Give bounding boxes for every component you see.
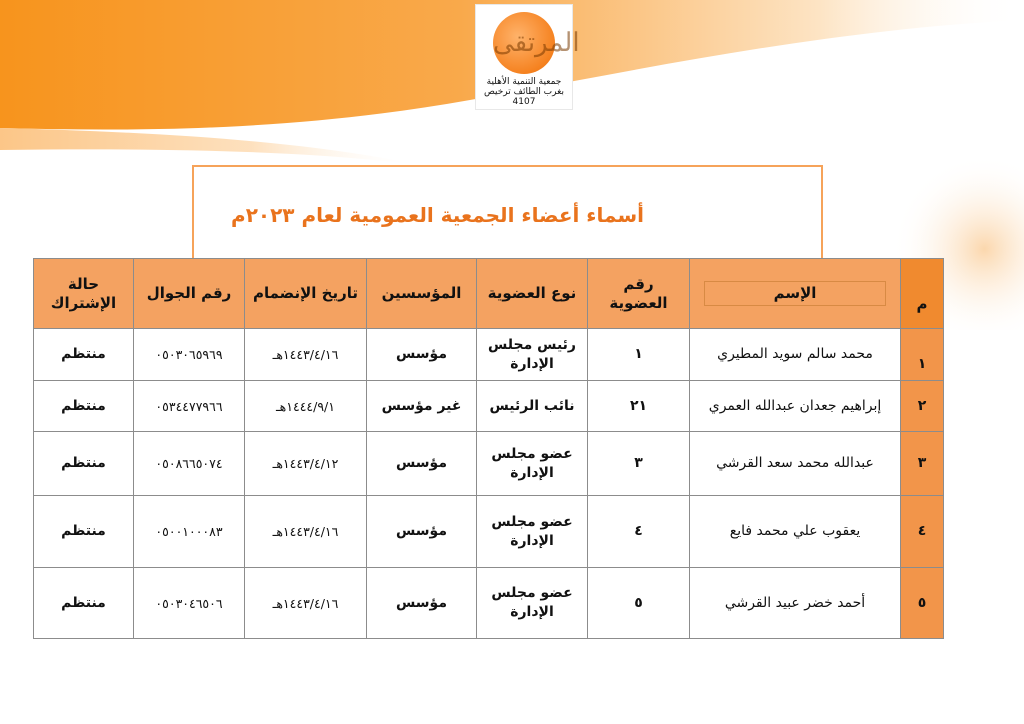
header-membership-type: نوع العضوية [477,259,588,329]
membership-type: عضو مجلس الإدارة [477,432,588,496]
logo-text-line2: بغرب الطائف ترخيص [484,87,564,97]
founder-status: مؤسس [367,496,477,568]
mobile-number: ٠٥٠٨٦٦٥٠٧٤ [134,432,245,496]
row-number: ٥ [901,568,944,639]
header-num: م [901,259,944,329]
header-subscription-status: حالة الإشتراك [34,259,134,329]
join-date: ١٤٤٣/٤/١٢هـ [245,432,367,496]
mobile-number: ٠٥٠٣٠٤٦٥٠٦ [134,568,245,639]
founder-status: مؤسس [367,568,477,639]
subscription-status: منتظم [34,496,134,568]
join-date: ١٤٤٣/٤/١٦هـ [245,568,367,639]
table-header-row [34,259,944,329]
join-date: ١٤٤٣/٤/١٦هـ [245,329,367,381]
header-join-date: تاريخ الإنضمام [245,259,367,329]
row-number: ٣ [901,432,944,496]
membership-number: ٢١ [588,381,690,432]
logo-calligraphy: المرتقى [493,28,580,58]
row-number: ٤ [901,496,944,568]
membership-type: عضو مجلس الإدارة [477,496,588,568]
member-name: إبراهيم جعدان عبدالله العمري [690,381,901,432]
table-row [34,568,944,639]
logo-license-number: 4107 [512,97,536,107]
member-name: عبدالله محمد سعد القرشي [690,432,901,496]
founder-status: غير مؤسس [367,381,477,432]
subscription-status: منتظم [34,329,134,381]
header-membership-number: رقم العضوية [588,259,690,329]
members-table [33,258,944,639]
founder-status: مؤسس [367,329,477,381]
join-date: ١٤٤٣/٤/١٦هـ [245,496,367,568]
table-row [34,381,944,432]
member-name: أحمد خضر عبيد القرشي [690,568,901,639]
membership-number: ١ [588,329,690,381]
subscription-status: منتظم [34,432,134,496]
table-row [34,496,944,568]
membership-number: ٣ [588,432,690,496]
row-number: ١ [901,329,944,381]
logo-text-line1: جمعية التنمية الأهلية [486,77,562,87]
membership-type: عضو مجلس الإدارة [477,568,588,639]
membership-number: ٥ [588,568,690,639]
table-row [34,432,944,496]
header-founders: المؤسسين [367,259,477,329]
mobile-number: ٠٥٠٣٠٦٥٩٦٩ [134,329,245,381]
membership-type: رئيس مجلس الإدارة [477,329,588,381]
header-mobile: رقم الجوال [134,259,245,329]
title-frame [192,165,823,259]
member-name: محمد سالم سويد المطيري [690,329,901,381]
header-name: الإسم [690,259,901,329]
join-date: ١٤٤٤/٩/١هـ [245,381,367,432]
table-row [34,329,944,381]
membership-type: نائب الرئيس [477,381,588,432]
row-number: ٢ [901,381,944,432]
founder-status: مؤسس [367,432,477,496]
subscription-status: منتظم [34,568,134,639]
subscription-status: منتظم [34,381,134,432]
association-logo [475,4,580,110]
page-title: أسماء أعضاء الجمعية العمومية لعام ٢٠٢٣م [231,203,644,227]
membership-number: ٤ [588,496,690,568]
mobile-number: ٠٥٣٤٤٧٧٩٦٦ [134,381,245,432]
member-name: يعقوب علي محمد فايع [690,496,901,568]
mobile-number: ٠٥٠٠١٠٠٠٨٣ [134,496,245,568]
